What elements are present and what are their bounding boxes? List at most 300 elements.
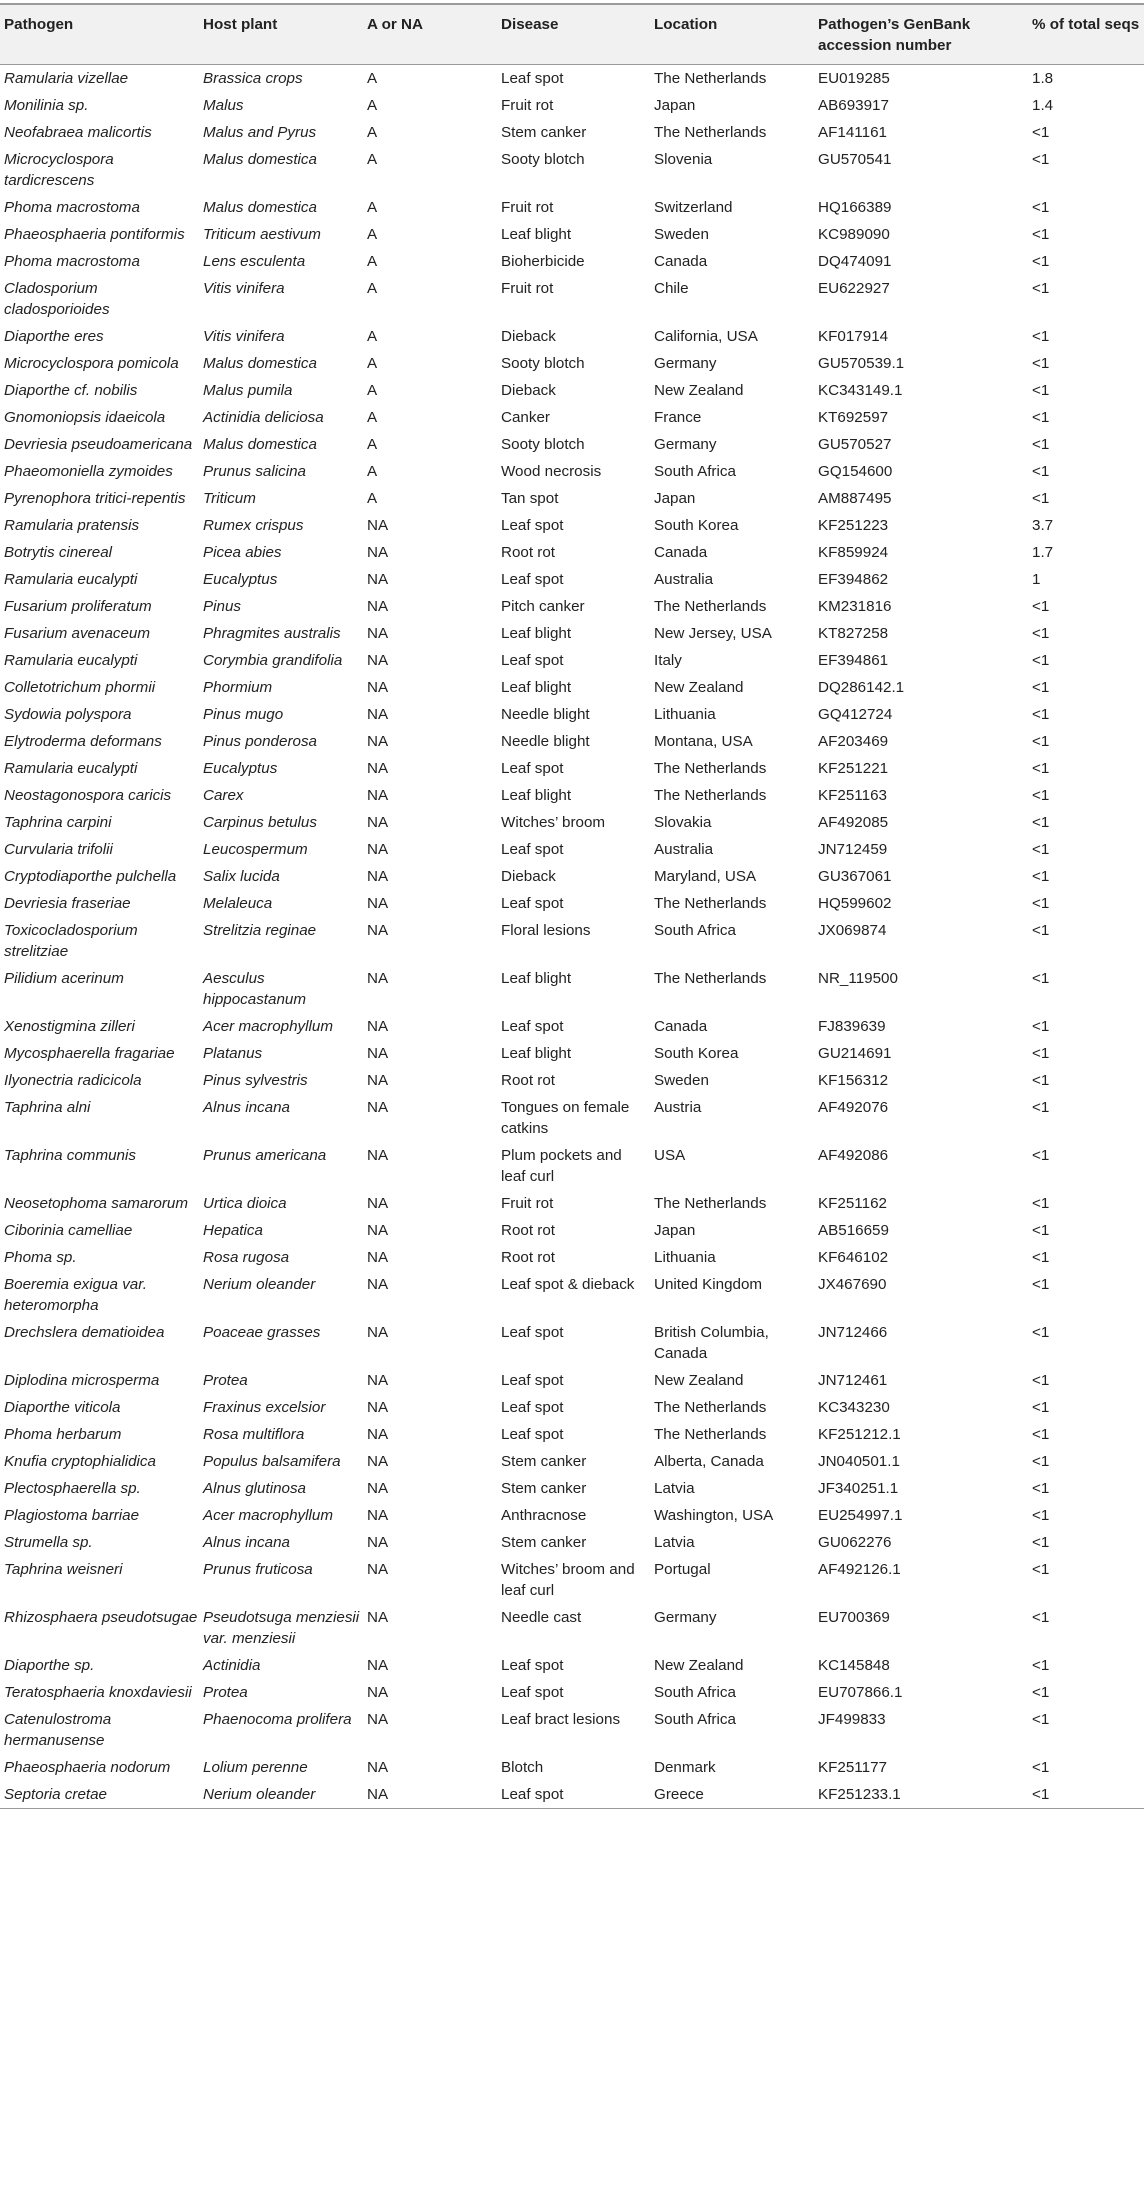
accession-cell: GU062276 bbox=[818, 1534, 892, 1551]
pathogen-cell: Neosetophoma samarorum bbox=[4, 1195, 189, 1212]
percent-seqs-cell: <1 bbox=[1032, 1426, 1050, 1443]
a-or-na-cell: NA bbox=[367, 787, 389, 804]
table-row bbox=[0, 458, 1144, 485]
disease-cell: Pitch canker bbox=[501, 598, 585, 615]
table-row bbox=[0, 485, 1144, 512]
disease-cell: Leaf spot bbox=[501, 1399, 564, 1416]
accession-cell: JN712466 bbox=[818, 1324, 888, 1341]
accession-cell: GU570539.1 bbox=[818, 355, 905, 372]
host-plant-cell: Picea abies bbox=[203, 544, 282, 561]
host-plant-cell: Prunus fruticosa bbox=[203, 1561, 313, 1578]
percent-seqs-cell: <1 bbox=[1032, 1147, 1050, 1164]
accession-cell: JX467690 bbox=[818, 1276, 887, 1293]
table-row bbox=[0, 1013, 1144, 1040]
table-row bbox=[0, 1781, 1144, 1809]
location-cell: Lithuania bbox=[654, 1249, 716, 1266]
a-or-na-cell: NA bbox=[367, 814, 389, 831]
pathogen-cell: Devriesia fraseriae bbox=[4, 895, 131, 912]
header-host-plant: Host plant bbox=[199, 4, 363, 65]
location-cell: France bbox=[654, 409, 702, 426]
accession-cell: KT827258 bbox=[818, 625, 889, 642]
disease-cell: Wood necrosis bbox=[501, 463, 602, 480]
accession-cell: GU367061 bbox=[818, 868, 892, 885]
a-or-na-cell: NA bbox=[367, 1222, 389, 1239]
pathogen-cell: Colletotrichum phormii bbox=[4, 679, 156, 696]
pathogen-cell: Strumella sp. bbox=[4, 1534, 93, 1551]
pathogen-cell: Knufia cryptophialidica bbox=[4, 1453, 156, 1470]
percent-seqs-cell: <1 bbox=[1032, 625, 1050, 642]
a-or-na-cell: A bbox=[367, 409, 378, 426]
location-cell: Austria bbox=[654, 1099, 702, 1116]
a-or-na-cell: NA bbox=[367, 841, 389, 858]
a-or-na-cell: NA bbox=[367, 760, 389, 777]
host-plant-cell: Triticum bbox=[203, 490, 256, 507]
accession-cell: KF251233.1 bbox=[814, 1781, 1028, 1809]
host-plant-cell: Populus balsamifera bbox=[203, 1453, 341, 1470]
percent-seqs-cell: <1 bbox=[1032, 970, 1050, 987]
host-plant-cell: Actinidia bbox=[203, 1657, 261, 1674]
pathogen-cell: Elytroderma deformans bbox=[4, 733, 162, 750]
disease-cell: Needle cast bbox=[501, 1609, 582, 1626]
table-row bbox=[0, 1142, 1144, 1190]
location-cell: Portugal bbox=[654, 1561, 711, 1578]
a-or-na-cell: NA bbox=[367, 1657, 389, 1674]
location-cell: United Kingdom bbox=[654, 1276, 763, 1293]
percent-seqs-cell: <1 bbox=[1032, 409, 1050, 426]
host-plant-cell: Hepatica bbox=[203, 1222, 263, 1239]
host-plant-cell: Malus domestica bbox=[203, 151, 317, 168]
disease-cell: Leaf spot bbox=[501, 1324, 564, 1341]
pathogen-cell: Cryptodiaporthe pulchella bbox=[4, 868, 177, 885]
percent-seqs-cell: <1 bbox=[1032, 598, 1050, 615]
accession-cell: GU214691 bbox=[818, 1045, 892, 1062]
disease-cell: Stem canker bbox=[501, 1480, 587, 1497]
disease-cell: Anthracnose bbox=[501, 1507, 587, 1524]
location-cell: Australia bbox=[654, 841, 714, 858]
header-location: Location bbox=[650, 4, 814, 65]
accession-cell: GQ412724 bbox=[818, 706, 893, 723]
percent-seqs-cell: <1 bbox=[1032, 1372, 1050, 1389]
accession-cell: KC343149.1 bbox=[818, 382, 903, 399]
disease-cell: Leaf spot bbox=[501, 1426, 564, 1443]
percent-seqs-cell: <1 bbox=[1032, 1045, 1050, 1062]
disease-cell: Tongues on female catkins bbox=[501, 1099, 630, 1137]
host-plant-cell: Brassica crops bbox=[203, 70, 303, 87]
table-row bbox=[0, 1502, 1144, 1529]
table-row bbox=[0, 863, 1144, 890]
percent-seqs-cell: <1 bbox=[1032, 151, 1050, 168]
disease-cell: Dieback bbox=[501, 868, 556, 885]
table-row bbox=[0, 1604, 1144, 1652]
a-or-na-cell: A bbox=[367, 436, 378, 453]
host-plant-cell: Alnus incana bbox=[203, 1534, 290, 1551]
a-or-na-cell: NA bbox=[367, 571, 389, 588]
disease-cell: Stem canker bbox=[501, 1453, 587, 1470]
host-plant-cell: Protea bbox=[203, 1372, 248, 1389]
accession-cell: AB516659 bbox=[818, 1222, 889, 1239]
table-row bbox=[0, 836, 1144, 863]
disease-cell: Leaf spot & dieback bbox=[501, 1276, 635, 1293]
table-row bbox=[0, 647, 1144, 674]
accession-cell: KF251221 bbox=[818, 760, 889, 777]
a-or-na-cell: A bbox=[367, 253, 378, 270]
pathogen-cell: Xenostigmina zilleri bbox=[4, 1018, 135, 1035]
a-or-na-cell: NA bbox=[367, 1018, 389, 1035]
a-or-na-cell: NA bbox=[367, 1072, 389, 1089]
a-or-na-cell: A bbox=[367, 280, 378, 297]
percent-seqs-cell: <1 bbox=[1032, 1759, 1050, 1776]
percent-seqs-cell: <1 bbox=[1032, 1249, 1050, 1266]
accession-cell: JN712459 bbox=[818, 841, 888, 858]
a-or-na-cell: A bbox=[367, 124, 378, 141]
location-cell: South Africa bbox=[654, 922, 736, 939]
location-cell: The Netherlands bbox=[654, 598, 767, 615]
host-plant-cell: Rosa multiflora bbox=[203, 1426, 305, 1443]
host-plant-cell: Leucospermum bbox=[203, 841, 308, 858]
accession-cell: EF394861 bbox=[818, 652, 889, 669]
table-row bbox=[0, 539, 1144, 566]
location-cell: Italy bbox=[654, 652, 682, 669]
table-row bbox=[0, 1190, 1144, 1217]
pathogen-cell: Ramularia vizellae bbox=[4, 70, 129, 87]
table-row bbox=[0, 431, 1144, 458]
percent-seqs-cell: <1 bbox=[1032, 652, 1050, 669]
a-or-na-cell: NA bbox=[367, 1099, 389, 1116]
disease-cell: Leaf spot bbox=[501, 895, 564, 912]
pathogen-cell: Boeremia exigua var. heteromorpha bbox=[4, 1276, 147, 1314]
percent-seqs-cell: <1 bbox=[1032, 760, 1050, 777]
disease-cell: Plum pockets and leaf curl bbox=[501, 1147, 622, 1185]
a-or-na-cell: NA bbox=[367, 679, 389, 696]
location-cell: New Zealand bbox=[654, 1372, 744, 1389]
disease-cell: Leaf blight bbox=[501, 1045, 572, 1062]
pathogen-table bbox=[0, 3, 1144, 1809]
a-or-na-cell: NA bbox=[367, 1561, 389, 1578]
location-cell: Canada bbox=[654, 1018, 708, 1035]
disease-cell: Leaf blight bbox=[501, 970, 572, 987]
location-cell: South Korea bbox=[654, 1045, 739, 1062]
host-plant-cell: Malus domestica bbox=[203, 436, 317, 453]
host-plant-cell: Alnus glutinosa bbox=[203, 1480, 307, 1497]
percent-seqs-cell: <1 bbox=[1032, 895, 1050, 912]
host-plant-cell: Melaleuca bbox=[203, 895, 273, 912]
host-plant-cell: Pinus mugo bbox=[203, 706, 284, 723]
header-disease: Disease bbox=[497, 4, 650, 65]
host-plant-cell: Carex bbox=[203, 787, 244, 804]
accession-cell: KF251177 bbox=[818, 1759, 887, 1776]
percent-seqs-cell: <1 bbox=[1032, 1534, 1050, 1551]
percent-seqs-cell: <1 bbox=[1032, 124, 1050, 141]
location-cell: New Zealand bbox=[654, 1657, 744, 1674]
percent-seqs-cell: <1 bbox=[1032, 841, 1050, 858]
disease-cell: Needle blight bbox=[501, 733, 590, 750]
pathogen-cell: Devriesia pseudoamericana bbox=[4, 436, 193, 453]
a-or-na-cell: NA bbox=[367, 922, 389, 939]
accession-cell: EU700369 bbox=[818, 1609, 890, 1626]
table-row bbox=[0, 1094, 1144, 1142]
percent-seqs-cell: 1.4 bbox=[1032, 97, 1054, 114]
location-cell: Greece bbox=[650, 1781, 814, 1809]
a-or-na-cell: NA bbox=[367, 1507, 389, 1524]
host-plant-cell: Lens esculenta bbox=[203, 253, 306, 270]
percent-seqs-cell: <1 bbox=[1032, 328, 1050, 345]
a-or-na-cell: NA bbox=[367, 1195, 389, 1212]
pathogen-cell: Ilyonectria radicicola bbox=[4, 1072, 142, 1089]
pathogen-cell: Ramularia pratensis bbox=[4, 517, 140, 534]
disease-cell: Fruit rot bbox=[501, 1195, 554, 1212]
location-cell: New Zealand bbox=[654, 679, 744, 696]
a-or-na-cell: NA bbox=[367, 1534, 389, 1551]
table-row bbox=[0, 1394, 1144, 1421]
disease-cell: Root rot bbox=[501, 1072, 556, 1089]
table-row bbox=[0, 809, 1144, 836]
disease-cell: Witches’ broom bbox=[501, 814, 606, 831]
pathogen-cell: Botrytis cinereal bbox=[4, 544, 113, 561]
table-row bbox=[0, 755, 1144, 782]
disease-cell: Leaf blight bbox=[501, 625, 572, 642]
pathogen-cell: Pyrenophora tritici-repentis bbox=[4, 490, 186, 507]
table-row bbox=[0, 782, 1144, 809]
a-or-na-cell: NA bbox=[367, 544, 389, 561]
host-plant-cell: Phragmites australis bbox=[203, 625, 341, 642]
header-accession: Pathogen’s GenBank accession number bbox=[814, 4, 1028, 65]
disease-cell: Fruit rot bbox=[501, 97, 554, 114]
a-or-na-cell: A bbox=[367, 382, 378, 399]
a-or-na-cell: A bbox=[367, 226, 378, 243]
host-plant-cell: Protea bbox=[203, 1684, 248, 1701]
a-or-na-cell: A bbox=[367, 199, 378, 216]
accession-cell: KF251163 bbox=[818, 787, 887, 804]
location-cell: Lithuania bbox=[654, 706, 716, 723]
host-plant-cell: Phormium bbox=[203, 679, 273, 696]
location-cell: South Africa bbox=[654, 1684, 736, 1701]
host-plant-cell: Prunus salicina bbox=[203, 463, 306, 480]
percent-seqs-cell: <1 bbox=[1032, 1507, 1050, 1524]
accession-cell: AM887495 bbox=[818, 490, 892, 507]
disease-cell: Sooty blotch bbox=[501, 355, 585, 372]
pathogen-cell: Mycosphaerella fragariae bbox=[4, 1045, 175, 1062]
pathogen-cell: Taphrina alni bbox=[4, 1099, 91, 1116]
location-cell: Germany bbox=[654, 355, 717, 372]
table-row bbox=[0, 701, 1144, 728]
table-row bbox=[0, 566, 1144, 593]
table-row bbox=[0, 593, 1144, 620]
location-cell: South Africa bbox=[654, 1711, 736, 1728]
disease-cell: Leaf spot bbox=[501, 1372, 564, 1389]
location-cell: The Netherlands bbox=[654, 760, 767, 777]
a-or-na-cell: NA bbox=[367, 970, 389, 987]
pathogen-cell: Gnomoniopsis idaeicola bbox=[4, 409, 166, 426]
a-or-na-cell: NA bbox=[367, 1609, 389, 1626]
host-plant-cell: Vitis vinifera bbox=[203, 280, 285, 297]
host-plant-cell: Acer macrophyllum bbox=[203, 1507, 333, 1524]
disease-cell: Fruit rot bbox=[501, 199, 554, 216]
accession-cell: KT692597 bbox=[818, 409, 889, 426]
table-row bbox=[0, 221, 1144, 248]
percent-seqs-cell: <1 bbox=[1032, 355, 1050, 372]
accession-cell: NR_119500 bbox=[818, 970, 898, 987]
a-or-na-cell: NA bbox=[367, 517, 389, 534]
a-or-na-cell: NA bbox=[367, 1372, 389, 1389]
a-or-na-cell: NA bbox=[367, 868, 389, 885]
pathogen-cell: Ramularia eucalypti bbox=[4, 652, 138, 669]
percent-seqs-cell: <1 bbox=[1032, 787, 1050, 804]
table-row bbox=[0, 890, 1144, 917]
pathogen-cell: Phaeosphaeria nodorum bbox=[4, 1759, 171, 1776]
disease-cell: Canker bbox=[501, 409, 550, 426]
accession-cell: EU019285 bbox=[818, 70, 890, 87]
location-cell: Switzerland bbox=[654, 199, 733, 216]
pathogen-cell: Ciborinia camelliae bbox=[4, 1222, 133, 1239]
disease-cell: Bioherbicide bbox=[501, 253, 585, 270]
table-row bbox=[0, 404, 1144, 431]
percent-seqs-cell: <1 bbox=[1032, 868, 1050, 885]
accession-cell: AF492086 bbox=[818, 1147, 889, 1164]
host-plant-cell: Phaenocoma prolifera bbox=[203, 1711, 352, 1728]
table-row bbox=[0, 1529, 1144, 1556]
a-or-na-cell: A bbox=[367, 463, 378, 480]
accession-cell: HQ599602 bbox=[818, 895, 892, 912]
pathogen-cell: Microcyclospora pomicola bbox=[4, 355, 179, 372]
disease-cell: Leaf spot bbox=[497, 1781, 650, 1809]
a-or-na-cell: A bbox=[367, 151, 378, 168]
percent-seqs-cell: <1 bbox=[1032, 1195, 1050, 1212]
a-or-na-cell: NA bbox=[367, 652, 389, 669]
disease-cell: Floral lesions bbox=[501, 922, 591, 939]
table-row bbox=[0, 1067, 1144, 1094]
pathogen-cell: Cladosporium cladosporioides bbox=[4, 280, 110, 318]
accession-cell: HQ166389 bbox=[818, 199, 892, 216]
location-cell: South Africa bbox=[654, 463, 736, 480]
host-plant-cell: Carpinus betulus bbox=[203, 814, 317, 831]
percent-seqs-cell: <1 bbox=[1032, 1453, 1050, 1470]
table-row bbox=[0, 1475, 1144, 1502]
disease-cell: Leaf spot bbox=[501, 1018, 564, 1035]
disease-cell: Fruit rot bbox=[501, 280, 554, 297]
table-row bbox=[0, 965, 1144, 1013]
location-cell: Japan bbox=[654, 97, 696, 114]
percent-seqs-cell: <1 bbox=[1032, 226, 1050, 243]
accession-cell: AF492126.1 bbox=[818, 1561, 901, 1578]
accession-cell: JN040501.1 bbox=[818, 1453, 900, 1470]
table-row bbox=[0, 146, 1144, 194]
table-row bbox=[0, 512, 1144, 539]
table-row bbox=[0, 1244, 1144, 1271]
location-cell: British Columbia, Canada bbox=[654, 1324, 769, 1362]
accession-cell: KF251162 bbox=[818, 1195, 887, 1212]
accession-cell: KF251212.1 bbox=[818, 1426, 901, 1443]
location-cell: Latvia bbox=[654, 1480, 695, 1497]
pathogen-cell: Monilinia sp. bbox=[4, 97, 89, 114]
location-cell: Sweden bbox=[654, 226, 709, 243]
table-row bbox=[0, 323, 1144, 350]
percent-seqs-cell: <1 bbox=[1032, 1399, 1050, 1416]
pathogen-cell: Diplodina microsperma bbox=[4, 1372, 160, 1389]
disease-cell: Needle blight bbox=[501, 706, 590, 723]
host-plant-cell: Platanus bbox=[203, 1045, 263, 1062]
accession-cell: DQ474091 bbox=[818, 253, 892, 270]
disease-cell: Root rot bbox=[501, 544, 556, 561]
location-cell: California, USA bbox=[654, 328, 758, 345]
location-cell: Sweden bbox=[654, 1072, 709, 1089]
table-row bbox=[0, 1448, 1144, 1475]
pathogen-cell: Catenulostroma hermanusense bbox=[4, 1711, 112, 1749]
disease-cell: Root rot bbox=[501, 1222, 556, 1239]
table-row bbox=[0, 119, 1144, 146]
percent-seqs-cell: <1 bbox=[1032, 1018, 1050, 1035]
location-cell: Montana, USA bbox=[654, 733, 753, 750]
location-cell: Maryland, USA bbox=[654, 868, 757, 885]
disease-cell: Dieback bbox=[501, 328, 556, 345]
accession-cell: AF203469 bbox=[818, 733, 889, 750]
location-cell: The Netherlands bbox=[654, 70, 767, 87]
pathogen-cell: Pilidium acerinum bbox=[4, 970, 124, 987]
accession-cell: KC343230 bbox=[818, 1399, 890, 1416]
disease-cell: Tan spot bbox=[501, 490, 559, 507]
disease-cell: Leaf spot bbox=[501, 517, 564, 534]
table-row bbox=[0, 275, 1144, 323]
table-row bbox=[0, 1754, 1144, 1781]
accession-cell: KF017914 bbox=[818, 328, 889, 345]
a-or-na-cell: NA bbox=[367, 1711, 389, 1728]
disease-cell: Leaf blight bbox=[501, 787, 572, 804]
a-or-na-cell: NA bbox=[367, 1453, 389, 1470]
pathogen-cell: Plectosphaerella sp. bbox=[4, 1480, 141, 1497]
location-cell: New Jersey, USA bbox=[654, 625, 772, 642]
a-or-na-cell: NA bbox=[363, 1781, 497, 1809]
pathogen-cell: Phaeosphaeria pontiformis bbox=[4, 226, 185, 243]
location-cell: Germany bbox=[654, 436, 717, 453]
accession-cell: KC989090 bbox=[818, 226, 890, 243]
table-row bbox=[0, 194, 1144, 221]
accession-cell: JX069874 bbox=[818, 922, 887, 939]
host-plant-cell: Rumex crispus bbox=[203, 517, 304, 534]
disease-cell: Sooty blotch bbox=[501, 151, 585, 168]
host-plant-cell: Corymbia grandifolia bbox=[203, 652, 343, 669]
disease-cell: Leaf spot bbox=[501, 1657, 564, 1674]
host-plant-cell: Lolium perenne bbox=[203, 1759, 308, 1776]
accession-cell: EU622927 bbox=[818, 280, 890, 297]
percent-seqs-cell: <1 bbox=[1032, 1276, 1050, 1293]
percent-seqs-cell: <1 bbox=[1028, 1781, 1144, 1809]
pathogen-cell: Taphrina weisneri bbox=[4, 1561, 123, 1578]
percent-seqs-cell: <1 bbox=[1032, 1324, 1050, 1341]
host-plant-cell: Pinus sylvestris bbox=[203, 1072, 308, 1089]
table-row bbox=[0, 65, 1144, 93]
host-plant-cell: Malus pumila bbox=[203, 382, 293, 399]
a-or-na-cell: NA bbox=[367, 1426, 389, 1443]
percent-seqs-cell: <1 bbox=[1032, 436, 1050, 453]
a-or-na-cell: NA bbox=[367, 1045, 389, 1062]
percent-seqs-cell: <1 bbox=[1032, 814, 1050, 831]
host-plant-cell: Malus bbox=[203, 97, 244, 114]
percent-seqs-cell: <1 bbox=[1032, 1711, 1050, 1728]
table-row bbox=[0, 1706, 1144, 1754]
percent-seqs-cell: <1 bbox=[1032, 1222, 1050, 1239]
accession-cell: KF646102 bbox=[818, 1249, 889, 1266]
host-plant-cell: Salix lucida bbox=[203, 868, 280, 885]
pathogen-cell: Diaporthe viticola bbox=[4, 1399, 121, 1416]
accession-cell: EU707866.1 bbox=[818, 1684, 903, 1701]
table-row bbox=[0, 1217, 1144, 1244]
disease-cell: Leaf spot bbox=[501, 652, 564, 669]
a-or-na-cell: NA bbox=[367, 1249, 389, 1266]
disease-cell: Leaf spot bbox=[501, 1684, 564, 1701]
pathogen-cell: Phoma herbarum bbox=[4, 1426, 122, 1443]
pathogen-cell: Phaeomoniella zymoides bbox=[4, 463, 173, 480]
table-row bbox=[0, 350, 1144, 377]
host-plant-cell: Eucalyptus bbox=[203, 571, 278, 588]
